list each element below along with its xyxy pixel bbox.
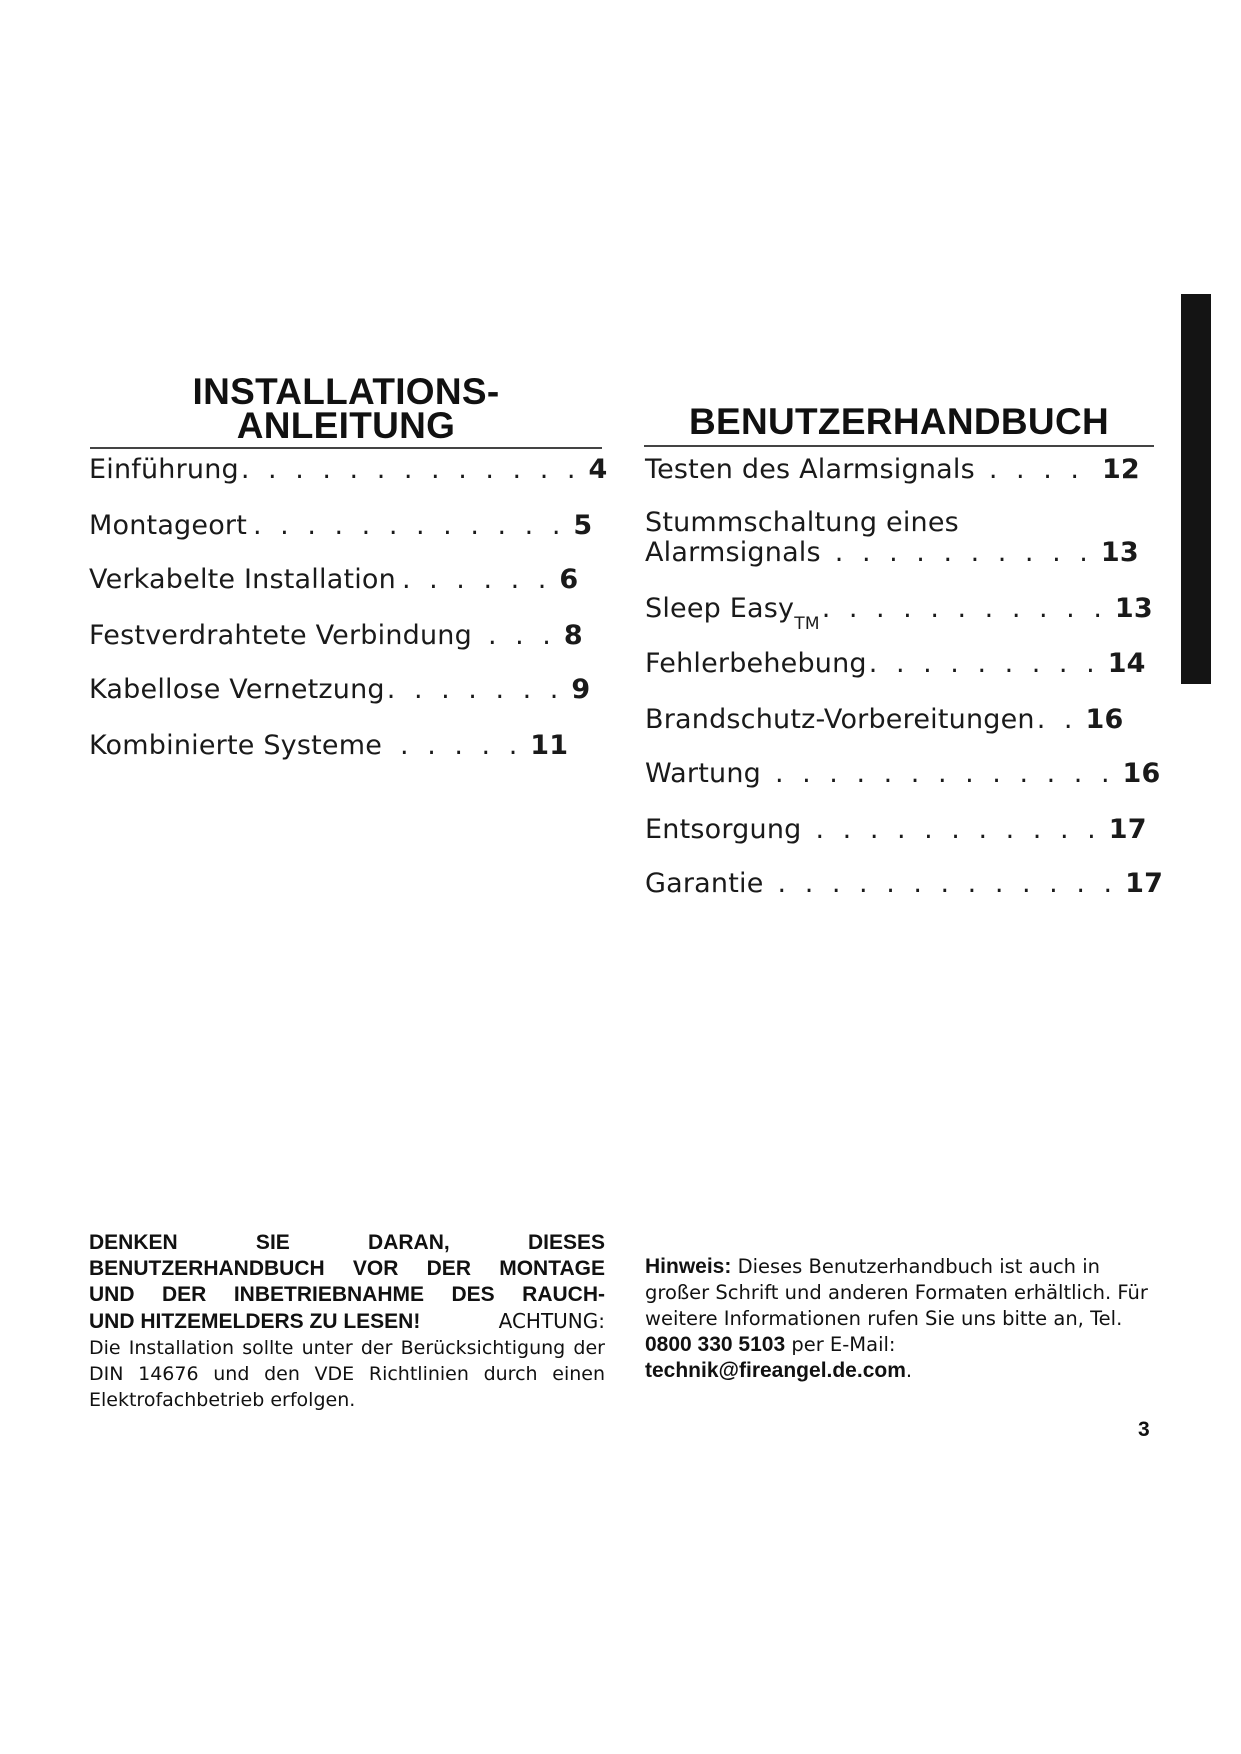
toc-page-number: 16	[1122, 758, 1161, 789]
toc-leader-dots: . . . .	[988, 454, 1084, 485]
toc-entry-label-line-1: Stummschaltung eines	[645, 507, 959, 538]
reading-warning	[89, 1230, 605, 1413]
toc-entry-label: Garantie	[645, 868, 764, 899]
toc-leader-dots: . . . . . . . . . . .	[821, 593, 1107, 624]
format-note	[645, 1254, 1155, 1384]
toc-leader-dots: . . . . . . . . . . . . .	[774, 758, 1115, 789]
user-manual-title: BENUTZERHANDBUCH	[688, 401, 1109, 442]
toc-entry[interactable]	[89, 675, 590, 705]
toc-entry-label: Einführung	[89, 454, 239, 485]
toc-entry-label: Fehlerbehebung	[645, 648, 867, 679]
toc-entry[interactable]	[645, 455, 1140, 485]
warning-line-4-text: UND HITZEMELDERS ZU LESEN!	[89, 1310, 421, 1333]
toc-page-number: 9	[571, 674, 591, 705]
toc-entry-second-line	[645, 538, 1139, 568]
achtung-label: ACHTUNG:	[498, 1309, 605, 1333]
toc-entry-label: Wartung	[645, 758, 761, 789]
toc-page-number: 11	[530, 730, 569, 761]
page-number: 3	[1138, 1418, 1150, 1441]
toc-leader-dots: . . . . . . . . . . . . .	[240, 454, 581, 485]
warning-line-3: UND DER INBETRIEBNAHME DES RAUCH-	[89, 1283, 605, 1306]
note-label: Hinweis:	[645, 1255, 732, 1278]
email-link[interactable]: technik@fireangel.de.com	[645, 1359, 906, 1382]
toc-entry-label: Brandschutz-Vorbereitungen	[645, 704, 1035, 735]
phone-number: 0800 330 5103	[645, 1333, 786, 1356]
email-prefix: per E-Mail:	[791, 1333, 896, 1356]
toc-entry-label: Testen des Alarmsignals	[645, 454, 975, 485]
note-text: Dieses Benutzerhandbuch ist auch in großer Schrift und anderen Formaten erhältlich. Für weitere Informationen rufen Sie uns bitte an, Tel.	[645, 1255, 1148, 1330]
toc-entry[interactable]	[645, 649, 1146, 679]
toc-entry[interactable]	[89, 455, 607, 485]
title-underline-left	[90, 447, 602, 449]
title-line-1: INSTALLATIONS-	[192, 371, 500, 412]
toc-page-number: 17	[1108, 814, 1147, 845]
toc-page-number: 14	[1107, 648, 1146, 679]
toc-entry[interactable]	[645, 705, 1123, 735]
toc-leader-dots: . . . . . . . . . . .	[815, 814, 1101, 845]
toc-entry[interactable]	[645, 815, 1147, 845]
toc-entry[interactable]	[645, 759, 1161, 789]
toc-page-number: 16	[1085, 704, 1124, 735]
toc-entry-label: Entsorgung	[645, 814, 802, 845]
toc-entry[interactable]	[89, 621, 583, 651]
warning-line-4	[89, 1308, 605, 1335]
toc-leader-dots: . . . . . . . . . . . . .	[777, 868, 1118, 899]
toc-entry-label: Kabellose Vernetzung	[89, 674, 385, 705]
toc-page-number: 5	[573, 510, 593, 541]
toc-leader-dots: . . . . .	[400, 730, 523, 761]
toc-leader-dots: . . .	[487, 620, 556, 651]
toc-entry-label: Montageort	[89, 510, 248, 541]
toc-leader-dots: . . . . . .	[401, 564, 552, 595]
toc-page-number: 12	[1101, 454, 1140, 485]
title-underline-right	[644, 445, 1154, 447]
toc-entry[interactable]	[89, 511, 592, 541]
toc-entry-label: Verkabelte Installation	[89, 564, 396, 595]
toc-entry[interactable]	[89, 731, 568, 761]
toc-entry[interactable]: Sleep Easy TM . . . . . . . . . . . 13	[645, 593, 1153, 634]
warning-line-2: BENUTZERHANDBUCH VOR DER MONTAGE	[89, 1257, 605, 1280]
toc-leader-dots: . . . . . . . . .	[868, 648, 1100, 679]
section-thumb-tab	[1181, 294, 1211, 684]
toc-entry-label: Sleep Easy	[645, 593, 795, 624]
toc-page-number: 17	[1125, 868, 1164, 899]
toc-entry-label: Alarmsignals	[645, 537, 821, 568]
note-end: .	[905, 1359, 913, 1382]
installation-guide-title	[90, 371, 602, 446]
toc-leader-dots: . . . . . . .	[386, 674, 564, 705]
toc-leader-dots: . .	[1036, 704, 1078, 735]
warning-line-1: DENKEN SIE DARAN, DIESES	[89, 1231, 605, 1254]
toc-leader-dots: . . . . . . . . . .	[834, 537, 1093, 568]
toc-page-number: 8	[563, 620, 583, 651]
toc-entry-label: Kombinierte Systeme	[89, 730, 383, 761]
toc-entry[interactable]	[89, 565, 578, 595]
toc-entry[interactable]	[645, 869, 1163, 899]
toc-leader-dots: . . . . . . . . . . . .	[253, 510, 566, 541]
toc-entry[interactable]	[645, 508, 1139, 568]
title-line-2: ANLEITUNG	[236, 405, 456, 446]
toc-page-number: 6	[559, 564, 579, 595]
toc-page-number: 4	[588, 454, 608, 485]
toc-entry-label: Festverdrahtete Verbindung	[89, 620, 472, 651]
warning-body: Die Installation sollte unter der Berücksichtigung der DIN 14676 und den VDE Richtlinien durch einen Elektrofachbetrieb erfolgen.	[89, 1337, 605, 1411]
toc-page-number: 13	[1100, 537, 1139, 568]
toc-page-number: 13	[1114, 593, 1153, 624]
